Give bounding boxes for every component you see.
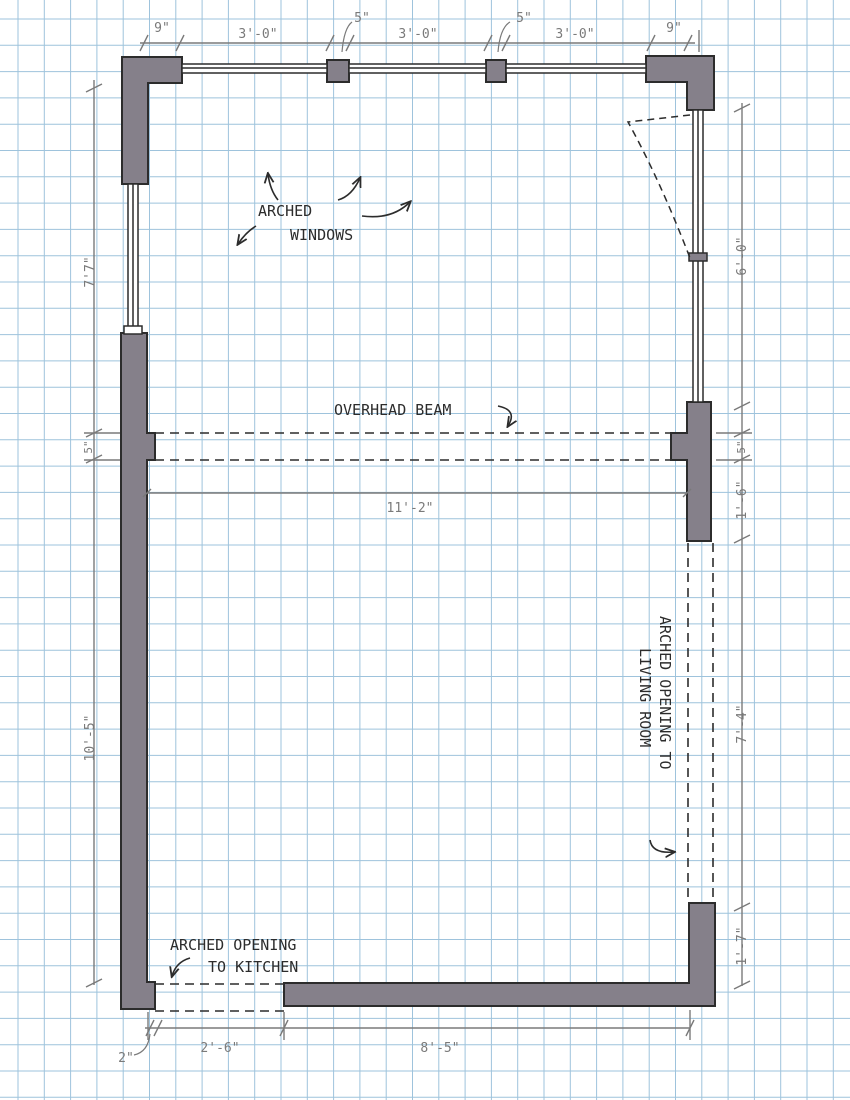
dim-right-bottom: 1'-7" bbox=[735, 926, 750, 966]
dim-bottom-wall-end: 2" bbox=[118, 1051, 134, 1066]
dim-right-wall: 1'-6" bbox=[735, 480, 750, 520]
dim-right-opening: 7'-4" bbox=[735, 704, 750, 744]
dim-right-window: 6'-0" bbox=[735, 236, 750, 276]
dim-top-7: 9" bbox=[666, 21, 682, 36]
label-kitchen-opening-1: ARCHED OPENING bbox=[170, 936, 297, 954]
dim-left-beam: 5" bbox=[82, 440, 95, 454]
dim-bottom-opening: 2'-6" bbox=[200, 1041, 240, 1056]
dim-top-1: 9" bbox=[154, 21, 170, 36]
label-arched-windows-1: ARCHED bbox=[258, 202, 313, 220]
dim-top-4: 3'-0" bbox=[398, 27, 438, 42]
dim-left-upper: 7'7" bbox=[83, 256, 98, 288]
window-right-mullion bbox=[689, 253, 707, 261]
label-arched-windows-2: WINDOWS bbox=[290, 226, 354, 244]
label-kitchen-opening-2: TO KITCHEN bbox=[208, 958, 299, 976]
window-mullion-1 bbox=[327, 60, 349, 82]
dim-top-2: 3'-0" bbox=[238, 27, 278, 42]
dim-top-6: 3'-0" bbox=[555, 27, 595, 42]
label-living-opening-2: LIVING ROOM bbox=[636, 648, 654, 748]
dim-top-3: 5" bbox=[354, 11, 370, 26]
dim-beam-span: 11'-2" bbox=[386, 501, 434, 516]
label-overhead-beam: OVERHEAD BEAM bbox=[334, 401, 452, 419]
dim-top-5: 5" bbox=[516, 11, 532, 26]
dim-left-lower: 10'-5" bbox=[83, 714, 98, 762]
label-living-opening-1: ARCHED OPENING TO bbox=[656, 616, 674, 770]
window-left-jamb bbox=[124, 326, 142, 334]
window-mullion-2 bbox=[486, 60, 506, 82]
dim-right-beam: 5" bbox=[735, 440, 748, 454]
dim-bottom-wall: 8'-5" bbox=[420, 1041, 460, 1056]
